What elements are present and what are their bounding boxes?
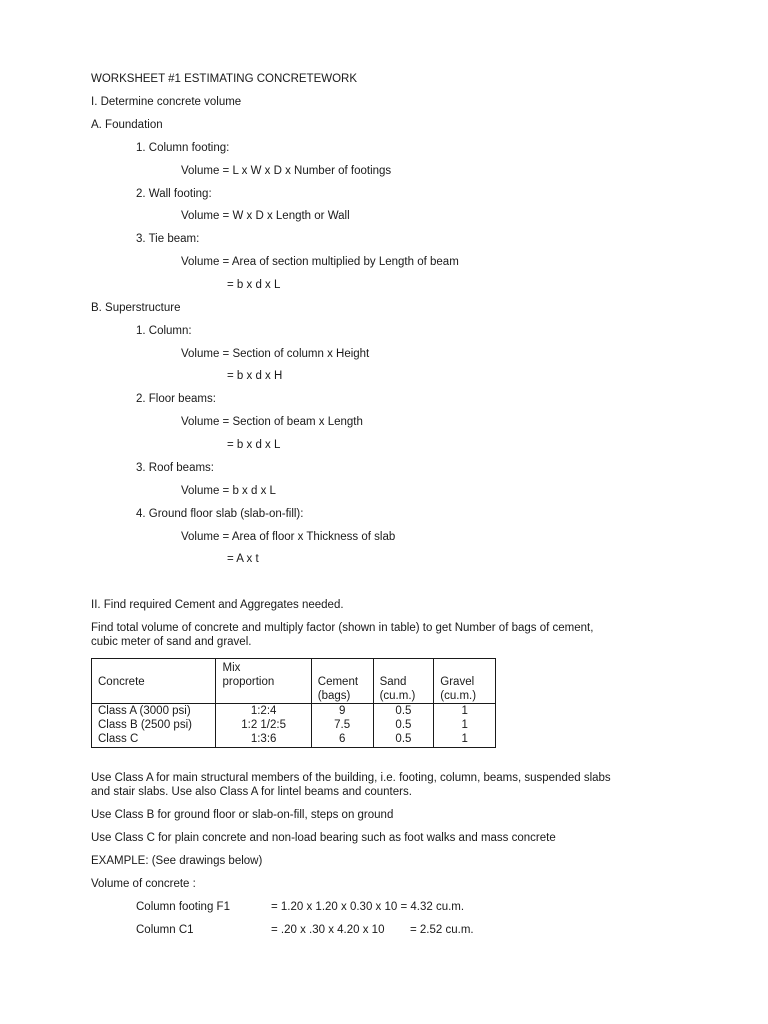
cell-gravel: 1 [434, 732, 496, 748]
foundation-heading: A. Foundation [91, 119, 163, 131]
section-2-intro-line-2: cubic meter of sand and gravel. [91, 636, 252, 648]
cell-gravel: 1 [434, 718, 496, 732]
cell-sand: 0.5 [373, 704, 434, 719]
table-header-row [92, 659, 496, 704]
column-label: 1. Column: [136, 325, 192, 337]
floor-beams-label: 2. Floor beams: [136, 393, 216, 405]
ground-floor-slab-sub-formula: = A x t [227, 553, 259, 565]
ground-floor-slab-formula: Volume = Area of floor x Thickness of slab [181, 531, 396, 543]
column-footing-formula: Volume = L x W x D x Number of footings [181, 165, 392, 177]
cell-mix: 1:3:6 [216, 732, 311, 748]
cell-mix: 1:2:4 [216, 704, 311, 719]
cell-gravel: 1 [434, 704, 496, 719]
header-concrete: Concrete [92, 659, 216, 704]
wall-footing-label: 2. Wall footing: [136, 188, 212, 200]
cell-sand: 0.5 [373, 718, 434, 732]
cell-mix: 1:2 1/2:5 [216, 718, 311, 732]
table-row [92, 732, 496, 748]
cell-cement: 6 [311, 732, 373, 748]
table-row [92, 704, 496, 719]
column-sub-formula: = b x d x H [227, 370, 283, 382]
volume-of-concrete-label: Volume of concrete : [91, 878, 196, 890]
cell-cement: 7.5 [311, 718, 373, 732]
cell-concrete: Class B (2500 psi) [92, 718, 216, 732]
section-2-heading: II. Find required Cement and Aggregates needed. [91, 599, 344, 611]
class-c-note: Use Class C for plain concrete and non-load bearing such as foot walks and mass concrete [91, 832, 556, 844]
mix-proportion-table [91, 658, 496, 748]
example-column-footing-label: Column footing F1 [136, 901, 230, 913]
example-column-label: Column C1 [136, 924, 194, 936]
column-footing-label: 1. Column footing: [136, 142, 230, 154]
section-1-heading: I. Determine concrete volume [91, 96, 242, 108]
ground-floor-slab-label: 4. Ground floor slab (slab-on-fill): [136, 508, 304, 520]
example-column-result: = 2.52 cu.m. [410, 924, 474, 936]
cell-sand: 0.5 [373, 732, 434, 748]
tie-beam-sub-formula: = b x d x L [227, 279, 281, 291]
example-column-footing-calc: = 1.20 x 1.20 x 0.30 x 10 = 4.32 cu.m. [271, 901, 465, 913]
header-sand: Sand (cu.m.) [373, 659, 434, 704]
cell-cement: 9 [311, 704, 373, 719]
floor-beams-formula: Volume = Section of beam x Length [181, 416, 363, 428]
table-row [92, 718, 496, 732]
class-a-note-line-1: Use Class A for main structural members of the building, i.e. footing, column, beams, suspended slabs [91, 772, 611, 784]
header-cement: Cement (bags) [311, 659, 373, 704]
worksheet-title: WORKSHEET #1 ESTIMATING CONCRETEWORK [91, 73, 358, 85]
class-a-note-line-2: and stair slabs. Use also Class A for lintel beams and counters. [91, 786, 412, 798]
header-gravel: Gravel (cu.m.) [434, 659, 496, 704]
section-2-intro-line-1: Find total volume of concrete and multiply factor (shown in table) to get Number of bags of cement, [91, 622, 594, 634]
wall-footing-formula: Volume = W x D x Length or Wall [181, 210, 350, 222]
cell-concrete: Class C [92, 732, 216, 748]
cell-concrete: Class A (3000 psi) [92, 704, 216, 719]
class-b-note: Use Class B for ground floor or slab-on-fill, steps on ground [91, 809, 394, 821]
example-column-calc: = .20 x .30 x 4.20 x 10 [271, 924, 385, 936]
tie-beam-label: 3. Tie beam: [136, 233, 200, 245]
example-heading: EXAMPLE: (See drawings below) [91, 855, 263, 867]
column-formula: Volume = Section of column x Height [181, 348, 370, 360]
floor-beams-sub-formula: = b x d x L [227, 439, 281, 451]
roof-beams-label: 3. Roof beams: [136, 462, 214, 474]
superstructure-heading: B. Superstructure [91, 302, 181, 314]
roof-beams-formula: Volume = b x d x L [181, 485, 276, 497]
tie-beam-formula: Volume = Area of section multiplied by Length of beam [181, 256, 459, 268]
header-mix-proportion: Mix proportion [216, 659, 311, 704]
